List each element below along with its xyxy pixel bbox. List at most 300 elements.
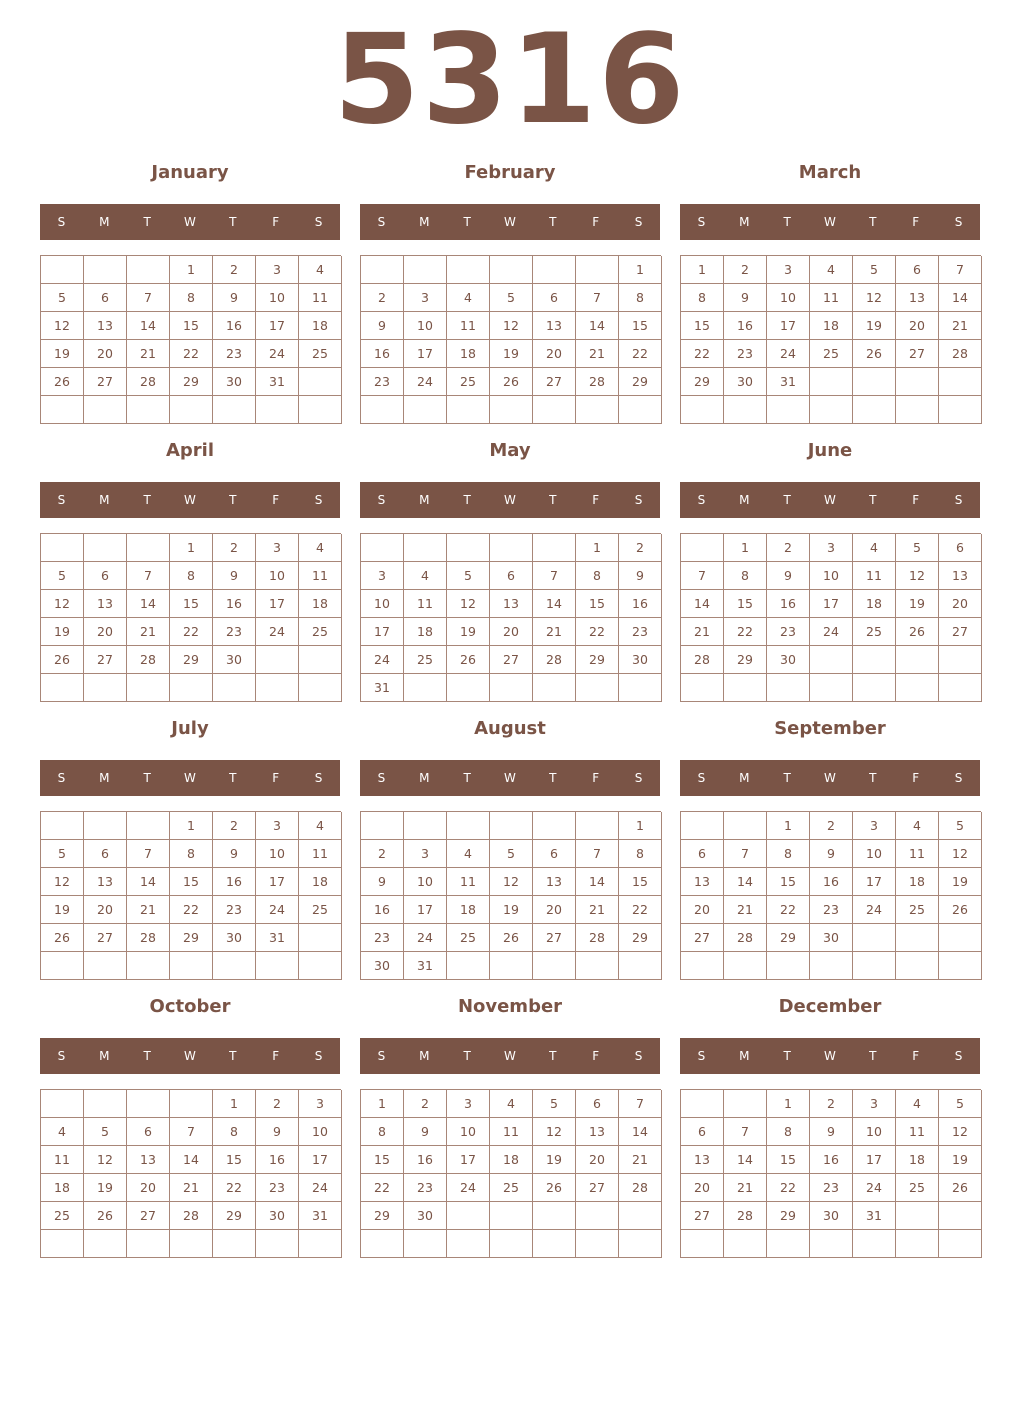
- day-cell: 20: [576, 1146, 619, 1174]
- day-cell: 10: [299, 1118, 342, 1146]
- empty-cell: [619, 396, 662, 424]
- day-cell: 4: [41, 1118, 84, 1146]
- day-cell: 16: [404, 1146, 447, 1174]
- empty-cell: [213, 674, 256, 702]
- weekday-header: [680, 1038, 980, 1074]
- day-cell: 6: [896, 256, 939, 284]
- month-name: October: [149, 996, 231, 1017]
- day-cell: 11: [490, 1118, 533, 1146]
- day-cell: 27: [127, 1202, 170, 1230]
- day-cell: 14: [724, 1146, 767, 1174]
- empty-cell: [447, 1230, 490, 1258]
- empty-cell: [681, 1090, 724, 1118]
- day-cell: 4: [853, 534, 896, 562]
- day-cell: 2: [810, 1090, 853, 1118]
- empty-cell: [939, 1202, 982, 1230]
- day-cell: 2: [213, 256, 256, 284]
- day-cell: 13: [84, 590, 127, 618]
- weekday-label: S: [954, 493, 963, 507]
- day-cell: 5: [41, 562, 84, 590]
- day-cell: 7: [576, 284, 619, 312]
- day-cell: 14: [619, 1118, 662, 1146]
- day-cell: 20: [84, 618, 127, 646]
- day-cell: 6: [84, 284, 127, 312]
- day-cell: 27: [576, 1174, 619, 1202]
- empty-cell: [361, 534, 404, 562]
- day-cell: 9: [256, 1118, 299, 1146]
- empty-cell: [299, 952, 342, 980]
- weekday-label: W: [504, 771, 516, 785]
- empty-cell: [170, 674, 213, 702]
- day-cell: 26: [41, 924, 84, 952]
- empty-cell: [533, 952, 576, 980]
- day-cell: 4: [299, 256, 342, 284]
- day-cell: 5: [490, 840, 533, 868]
- day-cell: 4: [447, 840, 490, 868]
- day-cell: 26: [490, 924, 533, 952]
- empty-cell: [490, 674, 533, 702]
- day-cell: 3: [361, 562, 404, 590]
- day-cell: 3: [853, 1090, 896, 1118]
- day-cell: 10: [404, 312, 447, 340]
- day-cell: 9: [619, 562, 662, 590]
- day-cell: 13: [576, 1118, 619, 1146]
- day-cell: 11: [299, 840, 342, 868]
- day-cell: 3: [404, 284, 447, 312]
- weekday-label: S: [314, 771, 323, 785]
- day-cell: 31: [853, 1202, 896, 1230]
- weekday-label: F: [272, 771, 280, 785]
- day-cell: 19: [939, 1146, 982, 1174]
- weekday-label: S: [314, 1049, 323, 1063]
- empty-cell: [939, 396, 982, 424]
- day-cell: 7: [533, 562, 576, 590]
- day-cell: 25: [299, 340, 342, 368]
- day-cell: 26: [84, 1202, 127, 1230]
- day-cell: 10: [256, 840, 299, 868]
- day-cell: 28: [127, 368, 170, 396]
- day-cell: 14: [533, 590, 576, 618]
- day-cell: 10: [256, 562, 299, 590]
- weekday-label: T: [143, 1049, 151, 1063]
- day-cell: 18: [447, 896, 490, 924]
- day-grid: [40, 1089, 341, 1258]
- day-cell: 16: [256, 1146, 299, 1174]
- day-cell: 17: [256, 312, 299, 340]
- empty-cell: [84, 812, 127, 840]
- weekday-label: M: [419, 215, 430, 229]
- day-cell: 13: [533, 312, 576, 340]
- empty-cell: [404, 396, 447, 424]
- day-cell: 7: [681, 562, 724, 590]
- day-cell: 20: [127, 1174, 170, 1202]
- day-cell: 8: [170, 284, 213, 312]
- empty-cell: [84, 674, 127, 702]
- day-cell: 8: [767, 1118, 810, 1146]
- empty-cell: [896, 1230, 939, 1258]
- day-cell: 14: [681, 590, 724, 618]
- weekday-label: F: [912, 1049, 920, 1063]
- day-cell: 26: [939, 896, 982, 924]
- day-cell: 21: [576, 896, 619, 924]
- empty-cell: [41, 952, 84, 980]
- empty-cell: [681, 674, 724, 702]
- empty-cell: [256, 952, 299, 980]
- weekday-label: T: [783, 215, 791, 229]
- weekday-label: T: [549, 493, 557, 507]
- day-cell: 22: [724, 618, 767, 646]
- weekday-header: [680, 482, 980, 518]
- weekday-label: T: [549, 215, 557, 229]
- day-cell: 18: [810, 312, 853, 340]
- empty-cell: [256, 674, 299, 702]
- day-cell: 13: [681, 1146, 724, 1174]
- day-cell: 12: [939, 1118, 982, 1146]
- empty-cell: [533, 1230, 576, 1258]
- day-cell: 10: [853, 1118, 896, 1146]
- day-cell: 23: [361, 368, 404, 396]
- empty-cell: [619, 952, 662, 980]
- weekday-label: T: [463, 493, 471, 507]
- day-cell: 8: [213, 1118, 256, 1146]
- weekday-label: T: [869, 493, 877, 507]
- empty-cell: [299, 1230, 342, 1258]
- day-cell: 6: [84, 840, 127, 868]
- day-cell: 29: [170, 924, 213, 952]
- day-cell: 13: [896, 284, 939, 312]
- weekday-label: S: [954, 1049, 963, 1063]
- day-cell: 7: [127, 840, 170, 868]
- weekday-label: S: [697, 493, 706, 507]
- day-cell: 27: [896, 340, 939, 368]
- day-cell: 16: [767, 590, 810, 618]
- weekday-label: W: [504, 1049, 516, 1063]
- day-cell: 22: [170, 618, 213, 646]
- weekday-label: F: [912, 771, 920, 785]
- day-cell: 6: [127, 1118, 170, 1146]
- empty-cell: [447, 952, 490, 980]
- weekday-label: M: [739, 1049, 750, 1063]
- day-cell: 1: [767, 1090, 810, 1118]
- day-cell: 21: [533, 618, 576, 646]
- day-cell: 2: [361, 840, 404, 868]
- day-cell: 14: [170, 1146, 213, 1174]
- day-cell: 25: [447, 924, 490, 952]
- weekday-label: F: [912, 215, 920, 229]
- day-cell: 1: [619, 812, 662, 840]
- weekday-label: S: [954, 215, 963, 229]
- day-cell: 12: [896, 562, 939, 590]
- day-cell: 11: [299, 562, 342, 590]
- empty-cell: [490, 952, 533, 980]
- day-cell: 9: [213, 562, 256, 590]
- weekday-label: T: [463, 1049, 471, 1063]
- day-cell: 29: [576, 646, 619, 674]
- day-cell: 2: [404, 1090, 447, 1118]
- day-cell: 10: [447, 1118, 490, 1146]
- empty-cell: [447, 534, 490, 562]
- day-cell: 8: [170, 840, 213, 868]
- empty-cell: [896, 952, 939, 980]
- empty-cell: [127, 256, 170, 284]
- day-cell: 14: [127, 868, 170, 896]
- day-cell: 27: [681, 1202, 724, 1230]
- day-cell: 21: [170, 1174, 213, 1202]
- empty-cell: [361, 1230, 404, 1258]
- empty-cell: [84, 534, 127, 562]
- day-cell: 25: [853, 618, 896, 646]
- day-cell: 15: [767, 868, 810, 896]
- empty-cell: [41, 674, 84, 702]
- day-cell: 29: [619, 368, 662, 396]
- day-cell: 25: [896, 896, 939, 924]
- weekday-label: F: [272, 215, 280, 229]
- day-grid: [360, 1089, 661, 1258]
- month-name: May: [489, 440, 531, 461]
- empty-cell: [767, 674, 810, 702]
- day-cell: 14: [576, 312, 619, 340]
- empty-cell: [724, 396, 767, 424]
- day-cell: 23: [361, 924, 404, 952]
- weekday-label: S: [57, 1049, 66, 1063]
- day-cell: 26: [447, 646, 490, 674]
- day-cell: 27: [533, 924, 576, 952]
- day-cell: 30: [213, 368, 256, 396]
- day-cell: 11: [447, 868, 490, 896]
- day-cell: 30: [810, 1202, 853, 1230]
- empty-cell: [724, 1090, 767, 1118]
- day-cell: 23: [810, 1174, 853, 1202]
- day-cell: 27: [84, 646, 127, 674]
- day-cell: 31: [404, 952, 447, 980]
- day-cell: 30: [213, 646, 256, 674]
- weekday-label: F: [592, 1049, 600, 1063]
- day-cell: 30: [404, 1202, 447, 1230]
- weekday-label: S: [634, 771, 643, 785]
- day-cell: 16: [810, 1146, 853, 1174]
- month-name: March: [798, 162, 862, 183]
- day-cell: 14: [724, 868, 767, 896]
- weekday-header: [40, 1038, 340, 1074]
- weekday-label: S: [57, 771, 66, 785]
- empty-cell: [681, 396, 724, 424]
- weekday-label: S: [377, 771, 386, 785]
- day-grid: [680, 1089, 981, 1258]
- day-cell: 21: [127, 896, 170, 924]
- empty-cell: [299, 924, 342, 952]
- empty-cell: [299, 368, 342, 396]
- day-cell: 1: [170, 812, 213, 840]
- day-cell: 9: [361, 312, 404, 340]
- empty-cell: [576, 952, 619, 980]
- empty-cell: [170, 396, 213, 424]
- empty-cell: [619, 674, 662, 702]
- day-cell: 25: [299, 618, 342, 646]
- day-cell: 15: [213, 1146, 256, 1174]
- day-cell: 17: [256, 590, 299, 618]
- day-grid: [40, 533, 341, 702]
- day-cell: 3: [299, 1090, 342, 1118]
- weekday-header: [360, 204, 660, 240]
- day-grid: [40, 811, 341, 980]
- empty-cell: [447, 396, 490, 424]
- empty-cell: [619, 1202, 662, 1230]
- empty-cell: [724, 812, 767, 840]
- empty-cell: [810, 396, 853, 424]
- empty-cell: [576, 396, 619, 424]
- empty-cell: [810, 1230, 853, 1258]
- day-cell: 10: [767, 284, 810, 312]
- day-cell: 20: [84, 896, 127, 924]
- weekday-label: T: [783, 1049, 791, 1063]
- day-cell: 19: [853, 312, 896, 340]
- day-cell: 1: [619, 256, 662, 284]
- day-cell: 15: [619, 312, 662, 340]
- day-cell: 23: [213, 340, 256, 368]
- day-cell: 21: [127, 340, 170, 368]
- day-cell: 6: [576, 1090, 619, 1118]
- day-cell: 19: [41, 896, 84, 924]
- day-cell: 24: [256, 618, 299, 646]
- day-cell: 12: [853, 284, 896, 312]
- weekday-label: S: [697, 771, 706, 785]
- day-cell: 26: [853, 340, 896, 368]
- day-cell: 25: [810, 340, 853, 368]
- weekday-label: T: [143, 215, 151, 229]
- day-cell: 19: [447, 618, 490, 646]
- day-cell: 29: [767, 1202, 810, 1230]
- day-cell: 16: [724, 312, 767, 340]
- empty-cell: [533, 1202, 576, 1230]
- empty-cell: [170, 1230, 213, 1258]
- empty-cell: [127, 396, 170, 424]
- empty-cell: [361, 396, 404, 424]
- day-cell: 13: [681, 868, 724, 896]
- empty-cell: [299, 674, 342, 702]
- day-cell: 29: [681, 368, 724, 396]
- day-cell: 7: [576, 840, 619, 868]
- empty-cell: [84, 256, 127, 284]
- day-cell: 7: [724, 1118, 767, 1146]
- day-cell: 8: [619, 840, 662, 868]
- day-cell: 29: [213, 1202, 256, 1230]
- day-cell: 8: [681, 284, 724, 312]
- empty-cell: [490, 1230, 533, 1258]
- day-cell: 5: [41, 840, 84, 868]
- day-cell: 28: [724, 1202, 767, 1230]
- day-cell: 12: [939, 840, 982, 868]
- day-cell: 19: [41, 340, 84, 368]
- day-cell: 27: [681, 924, 724, 952]
- day-cell: 26: [939, 1174, 982, 1202]
- day-cell: 21: [724, 896, 767, 924]
- day-cell: 14: [127, 590, 170, 618]
- day-cell: 15: [724, 590, 767, 618]
- day-cell: 26: [490, 368, 533, 396]
- weekday-label: W: [824, 771, 836, 785]
- day-cell: 28: [127, 924, 170, 952]
- day-cell: 16: [213, 590, 256, 618]
- day-cell: 5: [939, 1090, 982, 1118]
- month-name: December: [778, 996, 882, 1017]
- empty-cell: [576, 674, 619, 702]
- weekday-label: M: [99, 1049, 110, 1063]
- day-cell: 7: [724, 840, 767, 868]
- day-cell: 16: [361, 340, 404, 368]
- day-cell: 22: [170, 340, 213, 368]
- weekday-header: [360, 482, 660, 518]
- day-cell: 19: [939, 868, 982, 896]
- day-cell: 18: [853, 590, 896, 618]
- weekday-label: T: [463, 771, 471, 785]
- day-cell: 22: [767, 1174, 810, 1202]
- day-cell: 18: [490, 1146, 533, 1174]
- day-cell: 12: [490, 312, 533, 340]
- day-cell: 17: [810, 590, 853, 618]
- empty-cell: [447, 1202, 490, 1230]
- day-cell: 26: [533, 1174, 576, 1202]
- day-cell: 9: [810, 1118, 853, 1146]
- day-cell: 30: [619, 646, 662, 674]
- empty-cell: [576, 812, 619, 840]
- day-cell: 17: [361, 618, 404, 646]
- day-cell: 4: [299, 812, 342, 840]
- day-cell: 24: [767, 340, 810, 368]
- day-cell: 2: [767, 534, 810, 562]
- day-cell: 23: [724, 340, 767, 368]
- empty-cell: [767, 952, 810, 980]
- day-cell: 2: [213, 812, 256, 840]
- day-cell: 20: [533, 896, 576, 924]
- month-name: July: [171, 718, 209, 739]
- day-cell: 8: [767, 840, 810, 868]
- day-cell: 10: [361, 590, 404, 618]
- day-cell: 24: [404, 924, 447, 952]
- weekday-label: T: [229, 1049, 237, 1063]
- day-cell: 24: [810, 618, 853, 646]
- day-cell: 27: [533, 368, 576, 396]
- day-cell: 17: [256, 868, 299, 896]
- day-cell: 29: [170, 646, 213, 674]
- day-cell: 4: [447, 284, 490, 312]
- day-cell: 25: [299, 896, 342, 924]
- empty-cell: [490, 534, 533, 562]
- day-cell: 27: [939, 618, 982, 646]
- day-cell: 3: [767, 256, 810, 284]
- weekday-label: T: [463, 215, 471, 229]
- weekday-header: [360, 760, 660, 796]
- day-cell: 4: [896, 812, 939, 840]
- weekday-label: T: [229, 215, 237, 229]
- empty-cell: [533, 534, 576, 562]
- day-cell: 23: [213, 618, 256, 646]
- empty-cell: [724, 952, 767, 980]
- day-cell: 15: [170, 868, 213, 896]
- day-cell: 18: [299, 312, 342, 340]
- weekday-label: S: [314, 493, 323, 507]
- weekday-label: W: [824, 493, 836, 507]
- day-cell: 25: [490, 1174, 533, 1202]
- weekday-label: S: [634, 493, 643, 507]
- day-grid: [360, 811, 661, 980]
- month-name: February: [464, 162, 556, 183]
- day-cell: 8: [619, 284, 662, 312]
- day-cell: 17: [447, 1146, 490, 1174]
- day-cell: 12: [41, 590, 84, 618]
- day-cell: 28: [724, 924, 767, 952]
- weekday-label: F: [272, 1049, 280, 1063]
- day-cell: 22: [361, 1174, 404, 1202]
